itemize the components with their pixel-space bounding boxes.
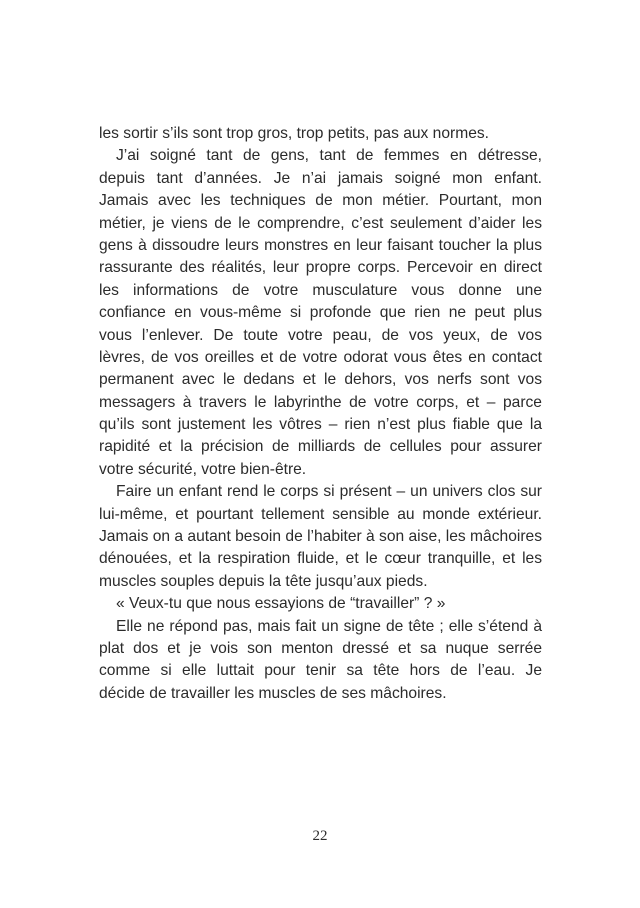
body-text bbox=[99, 123, 542, 705]
text-line: plat dos et je vois son menton dressé et sa nuque serrée bbox=[99, 639, 542, 657]
text-line: les informations de votre musculature vous donne une bbox=[99, 281, 542, 299]
text-line: lèvres, de vos oreilles et de votre odorat vous êtes en contact bbox=[99, 348, 542, 366]
text-line: qu’ils sont justement les vôtres – rien n’est plus fiable que la bbox=[99, 416, 542, 434]
page-number: 22 bbox=[312, 828, 328, 844]
text-line: Elle ne répond pas, mais fait un signe de tête ; elle s’étend à bbox=[116, 617, 542, 635]
text-line: confiance en vous-même si profonde que rien ne peut plus bbox=[99, 304, 542, 322]
text-line: lui-même, et pourtant tellement sensible au monde extérieur. bbox=[99, 505, 542, 523]
text-line: permanent avec le dedans et le dehors, vos nerfs sont vos bbox=[99, 371, 542, 389]
text-line: comme si elle luttait pour tenir sa tête hors de l’eau. Je bbox=[99, 662, 542, 680]
text-line: rapidité et la précision de milliards de cellules pour assurer bbox=[99, 438, 542, 456]
text-line: Jamais avec les techniques de mon métier. Pourtant, mon bbox=[99, 192, 542, 210]
text-line: depuis tant d’années. Je n’ai jamais soigné mon enfant. bbox=[99, 169, 542, 187]
text-line: gens à dissoudre leurs monstres en leur faisant toucher la plus bbox=[99, 236, 542, 254]
text-line: Jamais on a autant besoin de l’habiter à son aise, les mâchoires bbox=[99, 528, 542, 546]
text-line: métier, je viens de le comprendre, c’est seulement d’aider les bbox=[99, 214, 542, 232]
text-line: muscles souples depuis la tête jusqu’aux pieds. bbox=[99, 572, 428, 590]
text-line: J’ai soigné tant de gens, tant de femmes en détresse, bbox=[116, 147, 542, 165]
text-line: « Veux-tu que nous essayions de “travailler” ? » bbox=[116, 595, 446, 613]
text-line: décide de travailler les muscles de ses mâchoires. bbox=[99, 684, 447, 702]
text-line: Faire un enfant rend le corps si présent – un univers clos sur bbox=[116, 483, 542, 501]
text-line: rassurante des réalités, leur propre corps. Percevoir en direct bbox=[99, 259, 542, 277]
text-line: dénouées, et la respiration fluide, et le cœur tranquille, et les bbox=[99, 550, 542, 568]
text-line: messagers à travers le labyrinthe de votre corps, et – parce bbox=[99, 393, 542, 411]
text-line: vous l’enlever. De toute votre peau, de vos yeux, de vos bbox=[99, 326, 542, 344]
text-line: les sortir s’ils sont trop gros, trop petits, pas aux normes. bbox=[99, 125, 489, 142]
text-line: votre sécurité, votre bien-être. bbox=[99, 460, 307, 478]
